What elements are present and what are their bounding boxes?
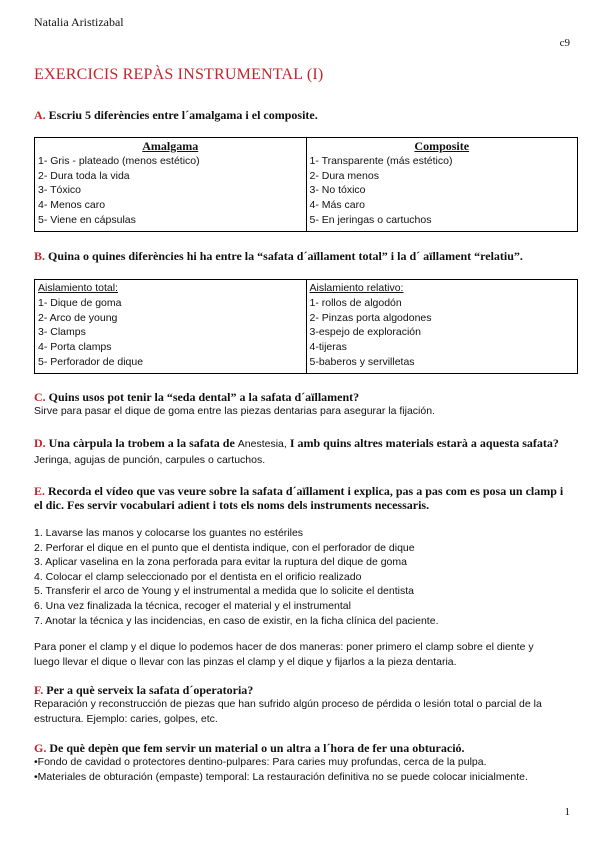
answer-f — [34, 697, 542, 726]
question-b-text: Quina o quines diferències hi ha entre la “safata d´aïllament total” i la d´ aïllament “relatiu”. — [48, 249, 523, 263]
document-code: c9 — [559, 37, 570, 49]
step-item: 4. Colocar el clamp seleccionado por el dentista en el orificio realizado — [34, 570, 362, 583]
table-b-right-item: 3-espejo de exploración — [309, 326, 421, 339]
question-f — [34, 683, 253, 697]
table-a-left-item: 4- Menos caro — [38, 199, 106, 212]
table-a-left-cell — [35, 138, 307, 232]
table-b-right-item: 2- Pinzas porta algodones — [309, 311, 432, 324]
note-line: Para poner el clamp y el dique lo podemos hacer de dos maneras: poner primero el clamp sobre el diente y — [34, 641, 534, 653]
table-a-left-item: 1- Gris - plateado (menos estético) — [38, 154, 200, 167]
question-b-letter: B. — [34, 249, 46, 263]
table-b-left-header: Aislamiento total: — [38, 282, 118, 294]
step-item: 6. Una vez finalizada la técnica, recoger el material y el instrumental — [34, 599, 351, 612]
answer-g-bullet: •Fondo de cavidad o protectores dentino-pulpares: Para caries muy profundas, cerca de la pulpa. — [34, 756, 487, 768]
table-a-right-item: 5- En jeringas o cartuchos — [309, 213, 432, 226]
step-item: 1. Lavarse las manos y colocarse los guantes no estériles — [34, 527, 304, 539]
table-b-left-item: 2- Arco de young — [38, 311, 118, 324]
step-item: 2. Perforar el dique en el punto que el dentista indique, con el perforador de dique — [34, 541, 415, 554]
answer-f-line: estructura. Ejemplo: caries, golpes, etc. — [34, 712, 218, 725]
question-g-letter: G. — [34, 741, 47, 755]
question-b — [34, 249, 523, 263]
question-a-text: Escriu 5 diferències entre l´amalgama i el composite. — [48, 108, 318, 122]
question-g-text: De què depèn que fem servir un material o un altra a l´hora de fer una obturació. — [49, 741, 465, 755]
table-a-left-item: 5- Viene en cápsulas — [38, 213, 136, 226]
question-a — [34, 108, 318, 122]
question-d-answer-inline: Anestesia, — [237, 438, 287, 450]
answer-g-bullet: •Materiales de obturación (empaste) temporal: La restauración definitiva no se puede colocar inicialmente. — [34, 770, 528, 783]
table-b-left-item: 3- Clamps — [38, 326, 86, 339]
table-a-right-item: 3- No tóxico — [309, 184, 366, 197]
page-title: EXERCICIS REPÀS INSTRUMENTAL (I) — [34, 66, 324, 83]
author-name: Natalia Aristizabal — [34, 15, 124, 29]
table-a-right-item: 2- Dura menos — [309, 169, 379, 182]
question-c-letter: C. — [34, 390, 46, 404]
question-d — [34, 436, 559, 451]
question-e-line-2: el dic. Fes servir vocabulari adient i tots els noms dels instruments necessaris. — [34, 498, 430, 512]
question-c-text: Quins usos pot tenir la “seda dental” a la safata d´aïllament? — [48, 390, 360, 404]
step-item: 5. Transferir el arco de Young y el instrumental a medida que lo solicite el dentista — [34, 585, 414, 598]
table-a-left-item: 3- Tóxico — [38, 184, 81, 197]
table-amalgam-composite — [34, 137, 578, 232]
table-a-left-item: 2- Dura toda la vida — [38, 169, 130, 182]
table-b-right-item: 4-tijeras — [309, 341, 347, 354]
answer-g — [34, 755, 528, 784]
question-d-letter: D. — [34, 436, 46, 450]
table-a-right-header: Composite — [414, 139, 470, 153]
question-e-line-1: Recorda el vídeo que vas veure sobre la safata d´aïllament i explica, pas a pas com es posa un clamp i — [48, 484, 564, 498]
table-b-left-item: 1- Dique de goma — [38, 296, 122, 309]
page-number: 1 — [564, 806, 570, 818]
question-a-letter: A. — [34, 108, 46, 122]
answer-e-steps — [34, 526, 438, 628]
question-f-letter: F. — [34, 683, 44, 697]
table-a-right-item: 4- Más caro — [309, 199, 365, 212]
table-isolation — [34, 279, 578, 374]
table-b-right-item: 1- rollos de algodón — [309, 296, 402, 309]
table-b-left-item: 5- Perforador de dique — [38, 355, 144, 368]
question-e-letter: E. — [34, 484, 46, 498]
step-item: 7. Anotar la técnica y las incidencias, en caso de existir, en la ficha clínica del paciente. — [34, 614, 439, 627]
table-b-right-item: 5-baberos y servilletas — [309, 355, 415, 368]
answer-f-line: Reparación y reconstrucción de piezas que han sufrido algún proceso de pérdida o lesión total o parcial de la — [34, 698, 542, 710]
note-line: luego llevar el dique o llevar con las pinzas el clamp y el dique y fijarlos a la pieza dentaria. — [34, 655, 457, 668]
question-e — [34, 484, 579, 512]
question-g — [34, 741, 465, 755]
answer-c: Sirve para pasar el dique de goma entre las piezas dentarias para asegurar la fijación. — [34, 405, 435, 417]
table-b-left-cell — [35, 280, 307, 374]
question-d-text-2: I amb quins altres materials estarà a aquesta safata? — [289, 436, 559, 450]
table-a-right-item: 1- Transparente (más estético) — [309, 154, 453, 167]
table-b-right-cell — [306, 280, 578, 374]
question-c — [34, 390, 359, 404]
table-a-left-header: Amalgama — [142, 139, 199, 153]
table-b-right-header: Aislamiento relativo: — [309, 282, 404, 294]
answer-e-note — [34, 640, 534, 669]
question-d-text-1: Una càrpula la trobem a la safata de — [48, 436, 235, 450]
table-b-left-item: 4- Porta clamps — [38, 341, 112, 354]
question-f-text: Per a què serveix la safata d´operatoria? — [46, 683, 254, 697]
step-item: 3. Aplicar vaselina en la zona perforada para evitar la ruptura del dique de goma — [34, 556, 407, 569]
table-a-right-cell — [306, 138, 578, 232]
answer-d: Jeringa, agujas de punción, carpules o cartuchos. — [34, 454, 266, 466]
